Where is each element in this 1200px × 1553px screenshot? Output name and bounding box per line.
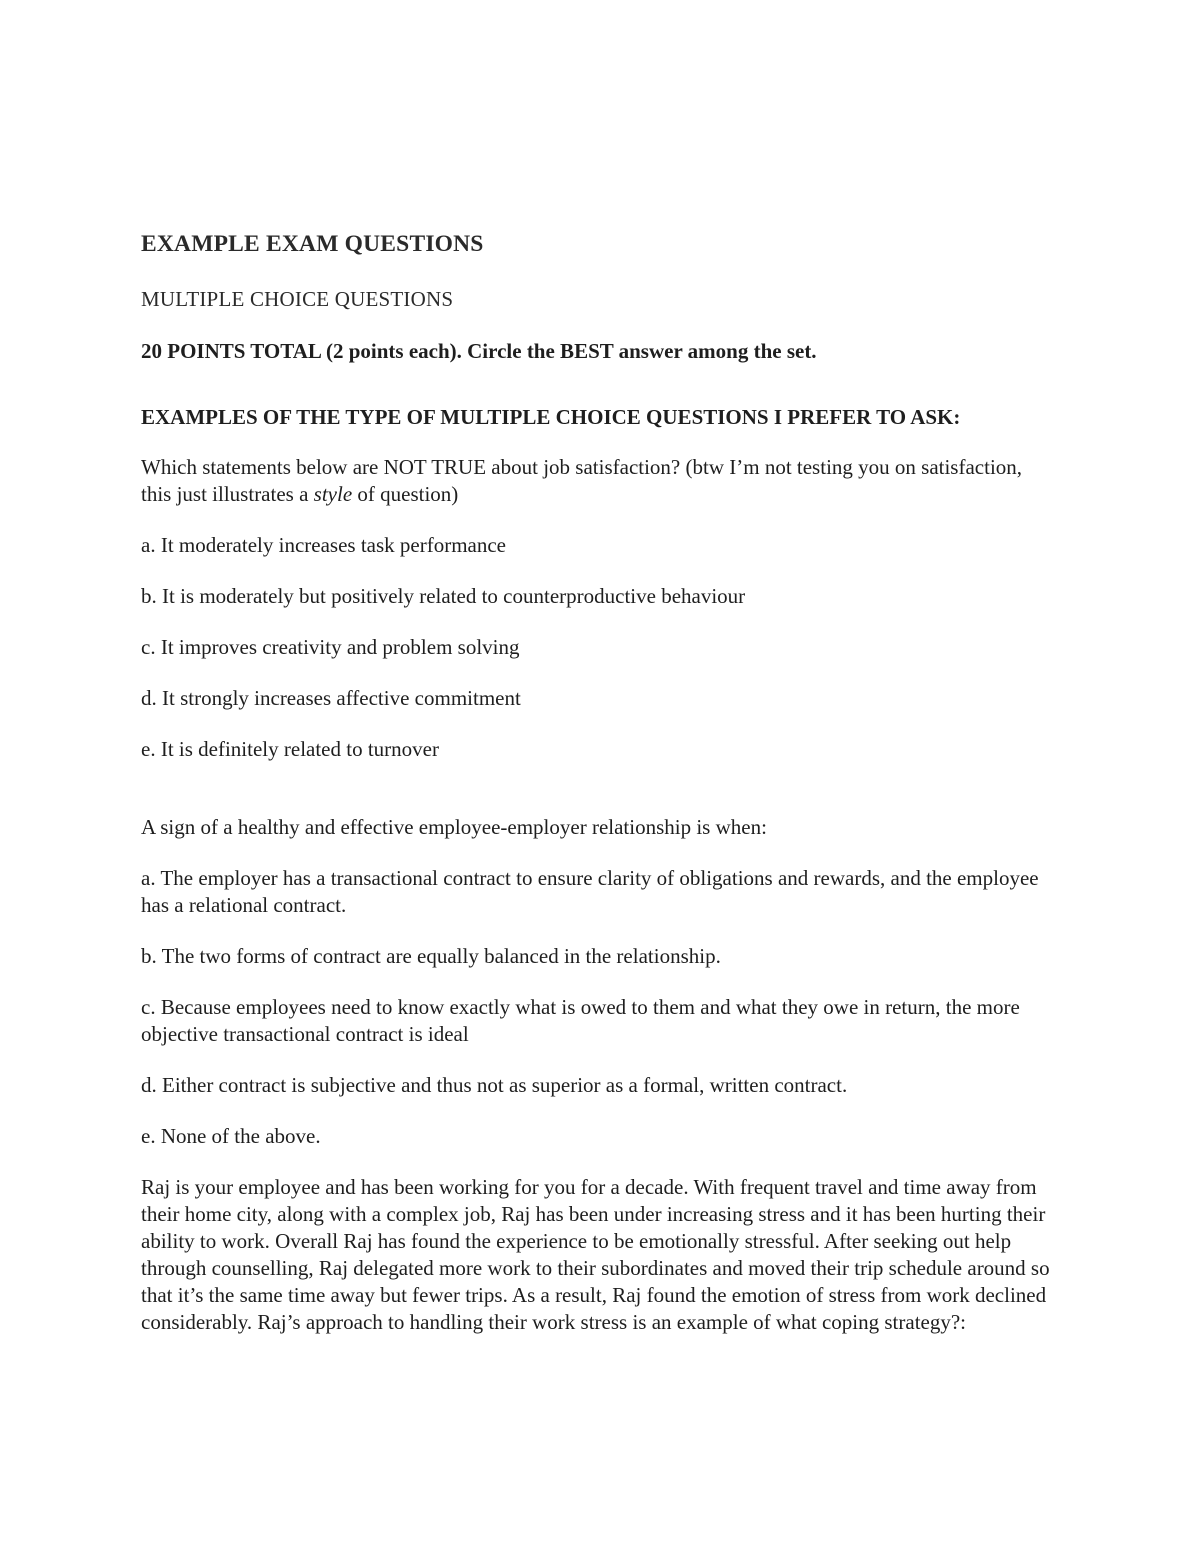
examples-intro: EXAMPLES OF THE TYPE OF MULTIPLE CHOICE QUESTIONS I PREFER TO ASK:	[141, 405, 961, 429]
document-page	[141, 228, 1061, 1336]
question-1-option-b: b. It is moderately but positively related to counterproductive behaviour	[141, 584, 746, 608]
question-2-option-b: b. The two forms of contract are equally balanced in the relationship.	[141, 944, 721, 968]
question-1-option-a: a. It moderately increases task performance	[141, 533, 506, 557]
document-title: EXAMPLE EXAM QUESTIONS	[141, 231, 484, 257]
question-2-stem: A sign of a healthy and effective employee-employer relationship is when:	[141, 815, 767, 839]
question-1-stem	[141, 454, 1056, 508]
question-1-stem-after: of question)	[352, 482, 459, 506]
question-1-stem-italic: style	[313, 482, 353, 506]
section-subtitle: MULTIPLE CHOICE QUESTIONS	[141, 287, 454, 311]
question-1-option-c: c. It improves creativity and problem solving	[141, 635, 520, 659]
points-instruction: 20 POINTS TOTAL (2 points each). Circle the BEST answer among the set.	[141, 339, 817, 363]
question-2-option-e: e. None of the above.	[141, 1124, 321, 1148]
question-1-option-e: e. It is definitely related to turnover	[141, 737, 439, 761]
question-1-option-d: d. It strongly increases affective commitment	[141, 686, 521, 710]
question-3-stem: Raj is your employee and has been working for you for a decade. With frequent travel and time away from their home city, along with a complex job, Raj has been under increasing stress and it has been hurting their ability to work. Overall Raj has found the experience to be emotionally stressful. After seeking out help through counselling, Raj delegated more work to their subordinates and moved their trip schedule around so that it’s the same time away but fewer trips. As a result, Raj found the emotion of stress from work declined considerably. Raj’s approach to handling their work stress is an example of what coping strategy?:	[141, 1175, 1050, 1334]
question-2-option-d: d. Either contract is subjective and thus not as superior as a formal, written contract.	[141, 1073, 848, 1097]
question-2-option-a: a. The employer has a transactional contract to ensure clarity of obligations and rewards, and the employee has a relational contract.	[141, 866, 1039, 917]
question-2-option-c: c. Because employees need to know exactly what is owed to them and what they owe in return, the more objective transactional contract is ideal	[141, 995, 1020, 1046]
question-1-stem-before: Which statements below are NOT TRUE about job satisfaction? (btw I’m not testing you on satisfaction, this just illustrates a	[141, 455, 1023, 506]
